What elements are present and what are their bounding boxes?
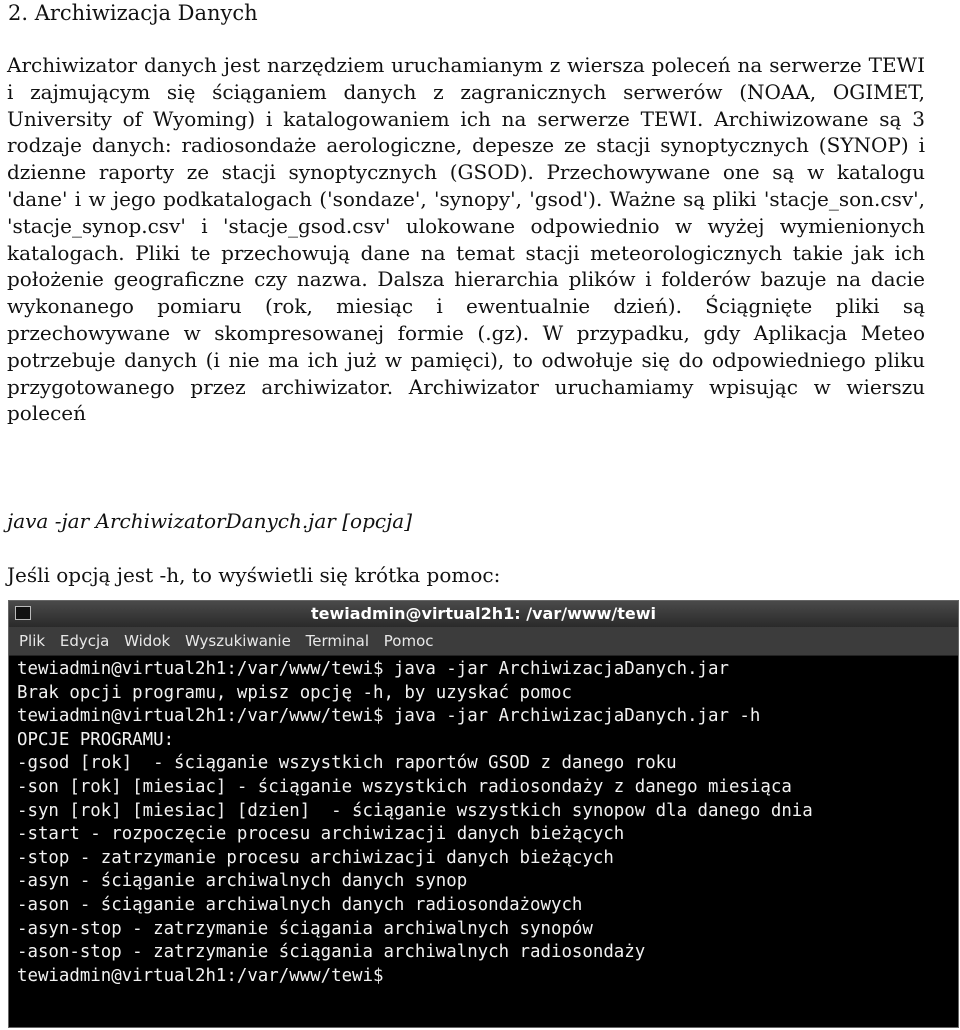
terminal-prompt-line: tewiadmin@virtual2h1:/var/www/tewi$ xyxy=(17,965,384,986)
terminal-screen[interactable] xyxy=(9,656,958,988)
menu-item-terminal[interactable]: Terminal xyxy=(305,632,370,650)
help-intro-text: Jeśli opcją jest -h, to wyświetli się krótka pomoc: xyxy=(7,563,501,587)
terminal-line: -asyn - ściąganie archiwalnych danych synop xyxy=(17,871,468,892)
terminal-titlebar[interactable] xyxy=(9,601,958,627)
body-paragraph: Archiwizator danych jest narzędziem uruchamianym z wiersza poleceń na serwerze TEWI i zajmującym się ściąganiem danych z zagranicznych serwerów (NOAA, OGIMET, University of Wyoming) i katalogowaniem ich na serwerze TEWI. Archiwizowane są 3 rodzaje danych: radiosondaże aerologiczne, depesze ze stacji synoptycznych (SYNOP) i dzienne raporty ze stacji synoptycznych (GSOD). Przechowywane one są w katalogu 'dane' i w jego podkatalogach ('sondaze', 'synopy', 'gsod'). Ważne są pliki 'stacje_son.csv', 'stacje_synop.csv' i 'stacje_gsod.csv' ulokowane odpowiednio w wyżej wymienionych katalogach. Pliki te przechowują dane na temat stacji meteorologicznych takie jak ich położenie geograficzne czy nazwa. Dalsza hierarchia plików i folderów bazuje na dacie wykonanego pomiaru (rok, miesiąc i ewentualnie dzień). Ściągnięte pliki są przechowywane w skompresowanej formie (.gz). W przypadku, gdy Aplikacja Meteo potrzebuje danych (i nie ma ich już w pamięci), to odwołuje się do odpowiedniego pliku przygotowanego przez archiwizator. Archiwizator uruchamiamy wpisując w wierszu poleceń xyxy=(7,53,925,426)
terminal-line: tewiadmin@virtual2h1:/var/www/tewi$ java -jar ArchiwizacjaDanych.jar xyxy=(17,659,729,679)
menu-item-wyszukiwanie[interactable]: Wyszukiwanie xyxy=(184,632,291,650)
terminal-line: -syn [rok] [miesiac] [dzien] - ściąganie wszystkich synopow dla danego dnia xyxy=(17,800,813,821)
terminal-line: -ason-stop - zatrzymanie ściągania archiwalnych radiosondaży xyxy=(17,942,646,963)
terminal-title: tewiadmin@virtual2h1: /var/www/tewi xyxy=(310,604,657,623)
terminal-line: -ason - ściąganie archiwalnych danych radiosondażowych xyxy=(17,894,583,915)
terminal-line: -start - rozpoczęcie procesu archiwizacji danych bieżących xyxy=(17,824,625,845)
menu-item-pomoc[interactable]: Pomoc xyxy=(383,632,434,650)
terminal-line: -asyn-stop - zatrzymanie ściągania archiwalnych synopów xyxy=(17,918,593,939)
menu-item-plik[interactable]: Plik xyxy=(19,632,46,650)
terminal-icon xyxy=(15,606,31,620)
menu-item-widok[interactable]: Widok xyxy=(124,632,171,650)
terminal-line: -son [rok] [miesiac] - ściąganie wszystkich radiosondaży z danego miesiąca xyxy=(17,776,792,797)
terminal-line: tewiadmin@virtual2h1:/var/www/tewi$ java -jar ArchiwizacjaDanych.jar -h xyxy=(17,706,761,727)
section-heading: 2. Archiwizacja Danych xyxy=(8,1,258,25)
menu-item-edycja[interactable]: Edycja xyxy=(59,632,110,650)
terminal-menubar xyxy=(9,627,958,656)
command-example: java -jar ArchiwizatorDanych.jar [opcja] xyxy=(7,509,412,533)
terminal-line: -stop - zatrzymanie procesu archiwizacji danych bieżących xyxy=(17,847,614,868)
terminal-line: -gsod [rok] - ściąganie wszystkich raportów GSOD z danego roku xyxy=(17,753,677,774)
terminal-line: Brak opcji programu, wpisz opcję -h, by uzyskać pomoc xyxy=(17,682,572,703)
terminal-line: OPCJE PROGRAMU: xyxy=(17,729,175,750)
terminal-window xyxy=(8,600,959,1028)
